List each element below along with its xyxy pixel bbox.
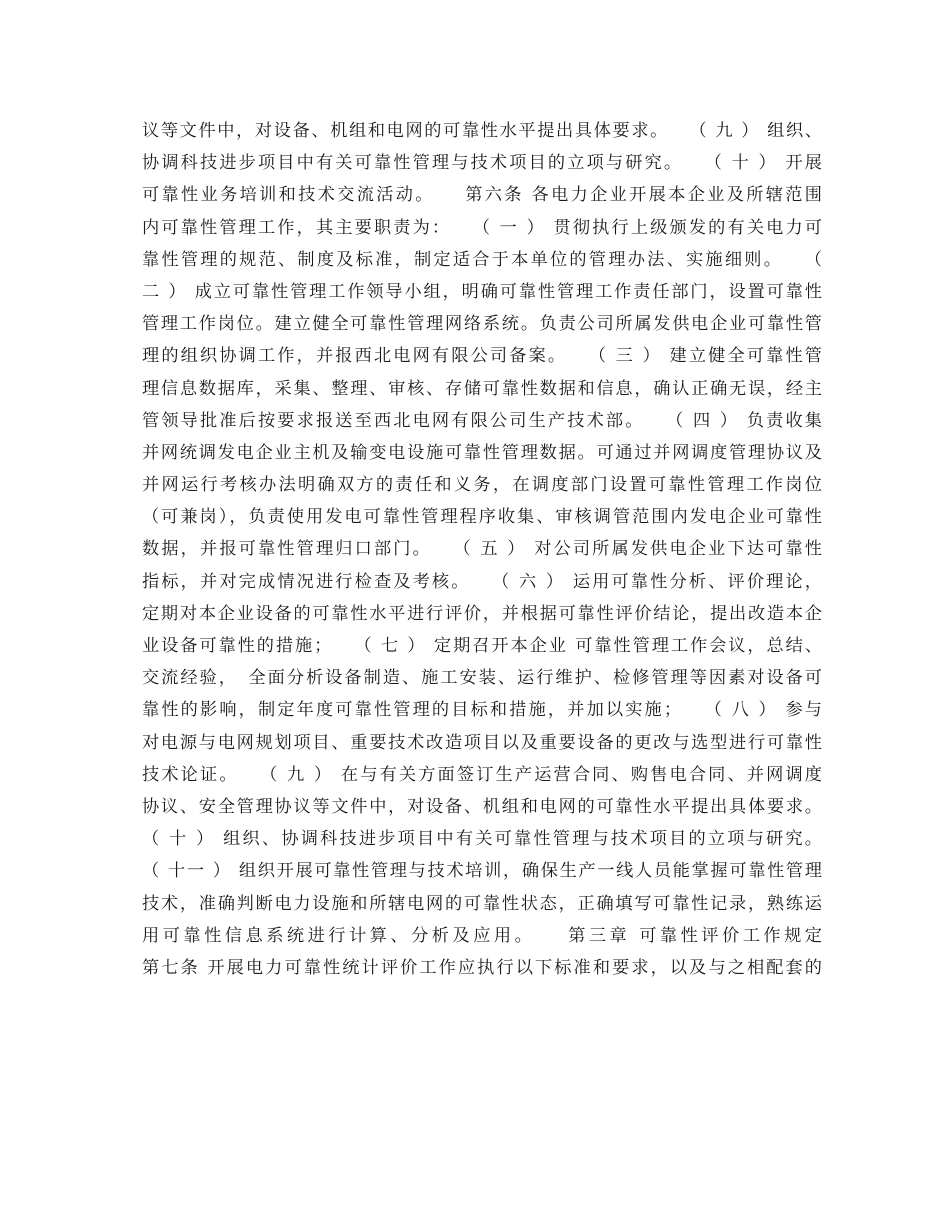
text-line: 数据，并报可靠性管理归口部门。 （ 五 ） 对公司所属发供电企业下达可靠性 [142,539,822,560]
text-line: 理的组织协调工作，并报西北电网有限公司备案。 （ 三 ） 建立健全可靠性管 [142,346,822,367]
text-line: 定期对本企业设备的可靠性水平进行评价，并根据可靠性评价结论，提出改造本企 [142,603,822,624]
text-line: 可靠性业务培训和技术交流活动。 第六条 各电力企业开展本企业及所辖范围 [142,185,822,206]
text-line: 理信息数据库，采集、整理、审核、存储可靠性数据和信息，确认正确无误，经主 [142,378,822,399]
text-line: 交流经验， 全面分析设备制造、施工安装、运行维护、检修管理等因素对设备可 [142,668,822,689]
text-line: 并网统调发电企业主机及输变电设施可靠性管理数据。可通过并网调度管理协议及 [142,442,822,463]
text-line: 管领导批准后按要求报送至西北电网有限公司生产技术部。 （ 四 ） 负责收集 [142,410,822,431]
text-line: 第七条 开展电力可靠性统计评价工作应执行以下标准和要求，以及与之相配套的 [142,957,822,978]
text-line: 协调科技进步项目中有关可靠性管理与技术项目的立项与研究。 （ 十 ） 开展 [142,153,822,174]
text-line: 靠性管理的规范、制度及标准，制定适合于本单位的管理办法、实施细则。 （ [142,249,822,270]
text-line: （ 十 ） 组织、协调科技进步项目中有关可靠性管理与技术项目的立项与研究。 [142,829,822,850]
text-line: 二 ） 成立可靠性管理工作领导小组，明确可靠性管理工作责任部门，设置可靠性 [142,281,822,302]
text-line: 技术，准确判断电力设施和所辖电网的可靠性状态，正确填写可靠性记录，熟练运 [142,893,822,914]
text-line: 技术论证。 （ 九 ） 在与有关方面签订生产运营合同、购售电合同、并网调度 [142,764,822,785]
text-line: 内可靠性管理工作，其主要职责为： （ 一 ） 贯彻执行上级颁发的有关电力可 [142,217,822,238]
document-body-text [142,115,822,984]
text-line: 对电源与电网规划项目、重要技术改造项目以及重要设备的更改与选型进行可靠性 [142,732,822,753]
text-line: 议等文件中，对设备、机组和电网的可靠性水平提出具体要求。 （ 九 ） 组织、 [142,121,822,141]
text-line: （ 十一 ） 组织开展可靠性管理与技术培训，确保生产一线人员能掌握可靠性管理 [142,861,822,882]
text-line: 并网运行考核办法明确双方的责任和义务，在调度部门设置可靠性管理工作岗位 [142,475,822,496]
text-line: 业设备可靠性的措施； （ 七 ） 定期召开本企业 可靠性管理工作会议，总结、 [142,636,822,656]
text-line: 靠性的影响，制定年度可靠性管理的目标和措施，并加以实施； （ 八 ） 参与 [142,700,822,721]
text-line: 用可靠性信息系统进行计算、分析及应用。 第三章 可靠性评价工作规定 [142,925,822,946]
text-line: 管理工作岗位。建立健全可靠性管理网络系统。负责公司所属发供电企业可靠性管 [142,314,822,335]
text-line: （可兼岗），负责使用发电可靠性管理程序收集、审核调管范围内发电企业可靠性 [142,507,822,528]
text-line: 指标，并对完成情况进行检查及考核。 （ 六 ） 运用可靠性分析、评价理论， [142,571,822,592]
text-line: 协议、安全管理协议等文件中，对设备、机组和电网的可靠性水平提出具体要求。 [142,796,822,817]
